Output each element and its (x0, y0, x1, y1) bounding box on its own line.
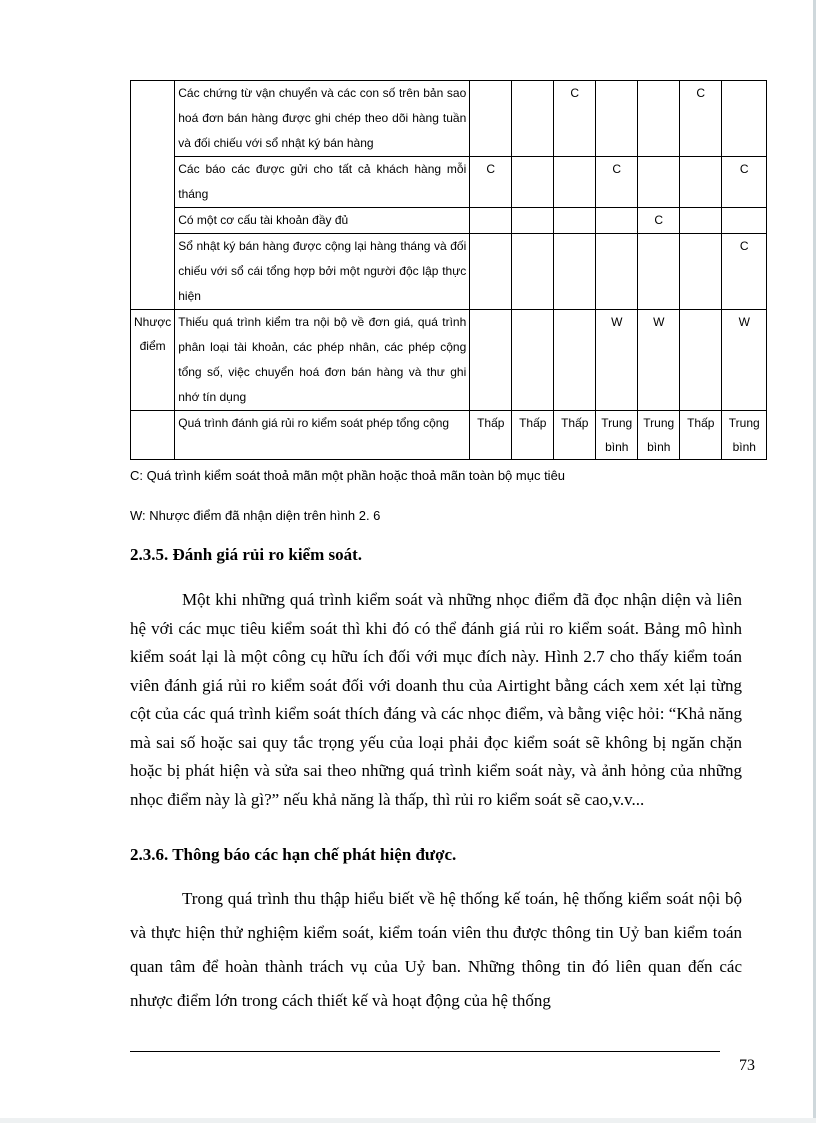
mark-cell: C (554, 81, 596, 157)
page-number: 73 (739, 1057, 755, 1074)
mark-cell (554, 310, 596, 411)
mark-cell (512, 310, 554, 411)
mark-cell: C (722, 157, 767, 208)
mark-cell (512, 81, 554, 157)
mark-cell (680, 157, 722, 208)
table-row (131, 411, 767, 460)
control-matrix-table (130, 80, 767, 460)
mark-cell (596, 208, 638, 234)
risk-cell: Thấp (554, 411, 596, 460)
control-description: Các báo các được gửi cho tất cả khách hàng mỗi tháng (175, 157, 470, 208)
mark-cell (512, 157, 554, 208)
mark-cell (680, 234, 722, 310)
risk-cell: Trung bình (596, 411, 638, 460)
mark-cell (596, 234, 638, 310)
control-description: Các chứng từ vận chuyển và các con số trên bản sao hoá đơn bán hàng được ghi chép theo dõi hàng tuần và đối chiếu với sổ nhật ký bán hàng (175, 81, 470, 157)
mark-cell (722, 208, 767, 234)
mark-cell (512, 208, 554, 234)
mark-cell: W (638, 310, 680, 411)
mark-cell: C (680, 81, 722, 157)
table-row (131, 81, 767, 157)
section-heading-236: 2.3.6. Thông báo các hạn chế phát hiện được. (130, 845, 457, 864)
legend-w: W: Nhược điểm đã nhận diện trên hình 2. 6 (130, 508, 381, 523)
mark-cell (722, 81, 767, 157)
mark-cell (554, 208, 596, 234)
mark-cell (680, 208, 722, 234)
section-body-235: Một khi những quá trình kiểm soát và những nhọc điểm đã đọc nhận diện và liên hệ với các mục tiêu kiểm soát thì khi đó có thể đánh giá rủi ro kiểm soát. Bảng mô hình kiểm soát lại là một công cụ hữu ích đối với mục đích này. Hình 2.7 cho thấy kiểm toán viên đánh giá rủi ro kiểm soát đối với doanh thu của Airtight bằng cách xem xét lại từng cột của các quá trình kiểm soát thích đáng và các nhọc điểm, và bằng việc hỏi: “Khả năng mà sai số hoặc sai quy tắc trọng yếu của loại phải đọc kiểm soát sẽ không bị ngăn chặn hoặc bị phát hiện và sửa sai theo những quá trình kiểm soát này, và ảnh hỏng của những nhọc điểm này là gì?” nếu khả năng là thấp, thì rủi ro kiểm soát sẽ cao,v.v... (130, 590, 742, 809)
mark-cell: W (722, 310, 767, 411)
mark-cell (470, 81, 512, 157)
mark-cell (470, 234, 512, 310)
control-description: Thiếu quá trình kiểm tra nội bộ về đơn giá, quá trình phân loại tài khoản, các phép nhân, các phép cộng tổng số, việc chuyển hoá đơn bán hàng và thư ghi nhớ tín dụng (175, 310, 470, 411)
mark-cell: C (722, 234, 767, 310)
mark-cell (554, 157, 596, 208)
risk-assessment-label: Quá trình đánh giá rủi ro kiểm soát phép tổng cộng (175, 411, 470, 460)
mark-cell (680, 310, 722, 411)
mark-cell: C (470, 157, 512, 208)
mark-cell (638, 157, 680, 208)
group-cell (131, 411, 175, 460)
section-body-236: Trong quá trình thu thập hiểu biết về hệ thống kế toán, hệ thống kiểm soát nội bộ và thực hiện thử nghiệm kiểm soát, kiểm toán viên thu được thông tin Uỷ ban kiểm toán quan tâm để hoàn thành trách vụ của Uỷ ban. Những thông tin đó liên quan đến các nhược điểm lớn trong cách thiết kế và hoạt động của hệ thống (130, 889, 742, 1010)
section-heading-235: 2.3.5. Đánh giá rủi ro kiểm soát. (130, 545, 363, 564)
mark-cell (554, 234, 596, 310)
risk-cell: Trung bình (638, 411, 680, 460)
mark-cell (470, 208, 512, 234)
control-description: Sổ nhật ký bán hàng được cộng lại hàng tháng và đối chiếu với sổ cái tổng hợp bởi một người độc lập thực hiện (175, 234, 470, 310)
risk-cell: Thấp (470, 411, 512, 460)
mark-cell (470, 310, 512, 411)
mark-cell (512, 234, 554, 310)
table-row (131, 208, 767, 234)
mark-cell (638, 81, 680, 157)
risk-cell: Thấp (680, 411, 722, 460)
table-row (131, 234, 767, 310)
page-bottom-edge (0, 1118, 816, 1123)
table-row (131, 310, 767, 411)
risk-cell: Trung bình (722, 411, 767, 460)
weakness-group-label: Nhược điểm (131, 310, 175, 411)
control-description: Có một cơ cấu tài khoản đầy đủ (175, 208, 470, 234)
mark-cell (638, 234, 680, 310)
mark-cell (596, 81, 638, 157)
mark-cell: C (638, 208, 680, 234)
footer-divider (130, 1051, 720, 1052)
risk-cell: Thấp (512, 411, 554, 460)
group-cell (131, 81, 175, 310)
mark-cell: C (596, 157, 638, 208)
mark-cell: W (596, 310, 638, 411)
table-row (131, 157, 767, 208)
legend-c: C: Quá trình kiểm soát thoả mãn một phần hoặc thoả mãn toàn bộ mục tiêu (130, 468, 566, 483)
